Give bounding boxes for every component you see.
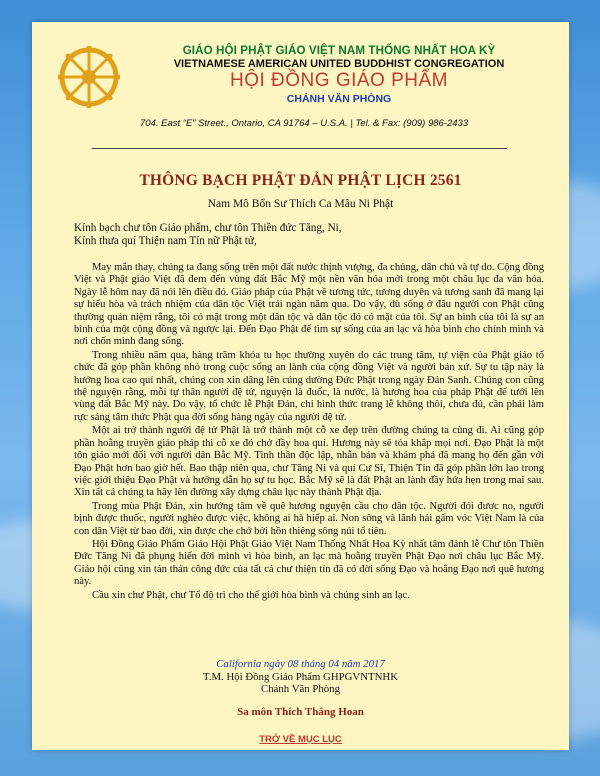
body-paragraph: Trong mùa Phật Đản, xin hướng tâm về quê hương nguyện cầu cho dân tộc. Người đói được no, người bịnh được thuốc, người nghèo được việc, không ai hà hiếp ai. Non sông và lãnh hải gấm vóc Việt Nam là của con dân Việt từ bao đời, xin được che chở bởi hồn thiêng sông núi tổ tiên. (74, 500, 544, 537)
signature-office: Chánh Văn Phòng (261, 683, 340, 695)
header-divider (92, 148, 507, 149)
body-paragraph: Cầu xin chư Phật, chư Tổ độ trì cho thế giới hòa bình và chúng sinh an lạc. (92, 589, 410, 601)
salutation (74, 222, 342, 248)
office-name: CHÁNH VĂN PHÒNG (286, 93, 392, 105)
back-to-index-link[interactable]: TRỞ VỀ MỤC LỤC (259, 734, 342, 745)
dharma-wheel-icon (58, 46, 120, 108)
salutation-line: Kính bạch chư tôn Giáo phẩm, chư tôn Thiền đức Tăng, Ni, (74, 222, 342, 234)
letter-subtitle: Nam Mô Bổn Sư Thích Ca Mâu Ni Phật (207, 198, 394, 210)
signature-on-behalf: T.M. Hội Đồng Giáo Phẩm GHPGVNTNHK (202, 670, 399, 683)
salutation-line: Kính thưa quí Thiện nam Tín nữ Phật tử, (74, 235, 257, 247)
org-name-vietnamese: GIÁO HỘI PHẬT GIÁO VIỆT NAM THỐNG NHẤT HOA KỲ (182, 44, 496, 57)
org-name-english: VIETNAMESE AMERICAN UNITED BUDDHIST CONGREGATION (173, 58, 505, 70)
letter-page (32, 22, 569, 750)
body-paragraph: Hội Đồng Giáo Phẩm Giáo Hội Phật Giáo Việt Nam Thống Nhất Hoa Kỳ nhất tâm đảnh lễ Chư tôn Thiền Đức Tăng Ni đã phụng hiến đời mình vì hòa bình, an lạc mà hoằng truyền Phật Đạo nơi châu lục Bắc Mỹ. Giáo hội cũng xin tán thán công đức của tất cả chư thiện tín đã có đời sống Đạo và hoằng Đạo nơi quê hương này. (74, 538, 544, 588)
letterhead (124, 44, 554, 105)
body-paragraph: May mắn thay, chúng ta đang sống trên một đất nước thịnh vượng, đa chủng, dân chủ và tự do. Cộng đồng Việt và Phật giáo Việt đã đem đến vùng đất Bắc Mỹ một nền văn hóa mới trong một châu lục đa văn hóa. Ngày lễ hôm nay đã nói lên điều đó. Giáo pháp của Phật về tương tức, tương duyên và tương sanh đã mang lại sự hiểu hòa và trách nhiệm của dân tộc Việt trải ngàn năm qua. Do vậy, dù sống ở đâu người con Phật cũng thường quán niệm rằng, tôi có mặt trong một dân tộc và dân tộc đó có mặt của tôi. Sự an bình của tôi là sự an bình của một cộng đồng và ngược lại. Đến Đạo Phật để tìm sự sống của an lạc và hòa bình cho chính mình và nơi chốn mình đang sống. (74, 262, 544, 348)
council-name: HỘI ĐỒNG GIÁO PHẨM (229, 70, 449, 91)
body-paragraph: Một ai trở thành người đệ tử Phật là trở thành một cỗ xe đẹp trên đường chúng ta cùng đi. Ai cũng góp phần hoằng truyền giáo pháp thì cỗ xe đó chở đầy hoa quí. Hương này sẽ tỏa khắp mọi nơi. Đạo Phật là một tôn giáo mới đối với người dân Bắc Mỹ. Tinh thần độc lập, nhẫn bản và khám phá đã mang họ đến gần với Đạo Phật hơn bao giờ hết. Bao thập niên qua, chư Tăng Ni và quí Cư Sĩ, Thiện Tín đã góp phần lớn lao trong việc giới thiệu Đạo Phật và hướng dẫn họ sự tu học. Bắc Mỹ sẽ là đất Phật an lành đầy hứa hẹn trong mai sau. Xin tất cả chúng ta hãy lên đường xây dựng châu lục này thành Phật địa. (74, 425, 544, 499)
signature-date: California ngày 08 tháng 04 năm 2017 (216, 658, 385, 670)
letter-body (74, 262, 544, 603)
signature-block (32, 658, 569, 718)
address-line: 704. East “E” Street., Ontario, CA 91764 – U.S.A. | Tel. & Fax: (909) 986-2433 (140, 118, 469, 129)
letter-title: THÔNG BẠCH PHẬT ĐẢN PHẬT LỊCH 2561 (139, 172, 462, 189)
signer-name: Sa môn Thích Thắng Hoan (237, 705, 364, 718)
body-paragraph: Trong nhiều năm qua, hàng trăm khóa tu học thường xuyên do các trung tâm, tự viện của Phật giáo tổ chức đã góp phần không nhỏ trong cuộc sống an lành của cộng đồng Việt và người bản xứ. Sự tu tập này là hướng hoa cao quí nhất, chúng con xin dâng lên cúng dường Đức Phật trong ngày Đản Sanh. Chúng con cũng thệ nguyện rằng, mỗi tự thân người đệ tử, nguyện là đuốc, là nước, là hương hoa của pháp Phật để tưới lên vùng đất Bắc Mỹ này. Do vậy, tổ chức lễ Phật Đản, chỉ hình thức trang lễ không thôi, chưa đủ, cần phải làm rực sáng tâm thức Phật qua đời sống hàng ngày của người đệ tử. (74, 349, 544, 423)
